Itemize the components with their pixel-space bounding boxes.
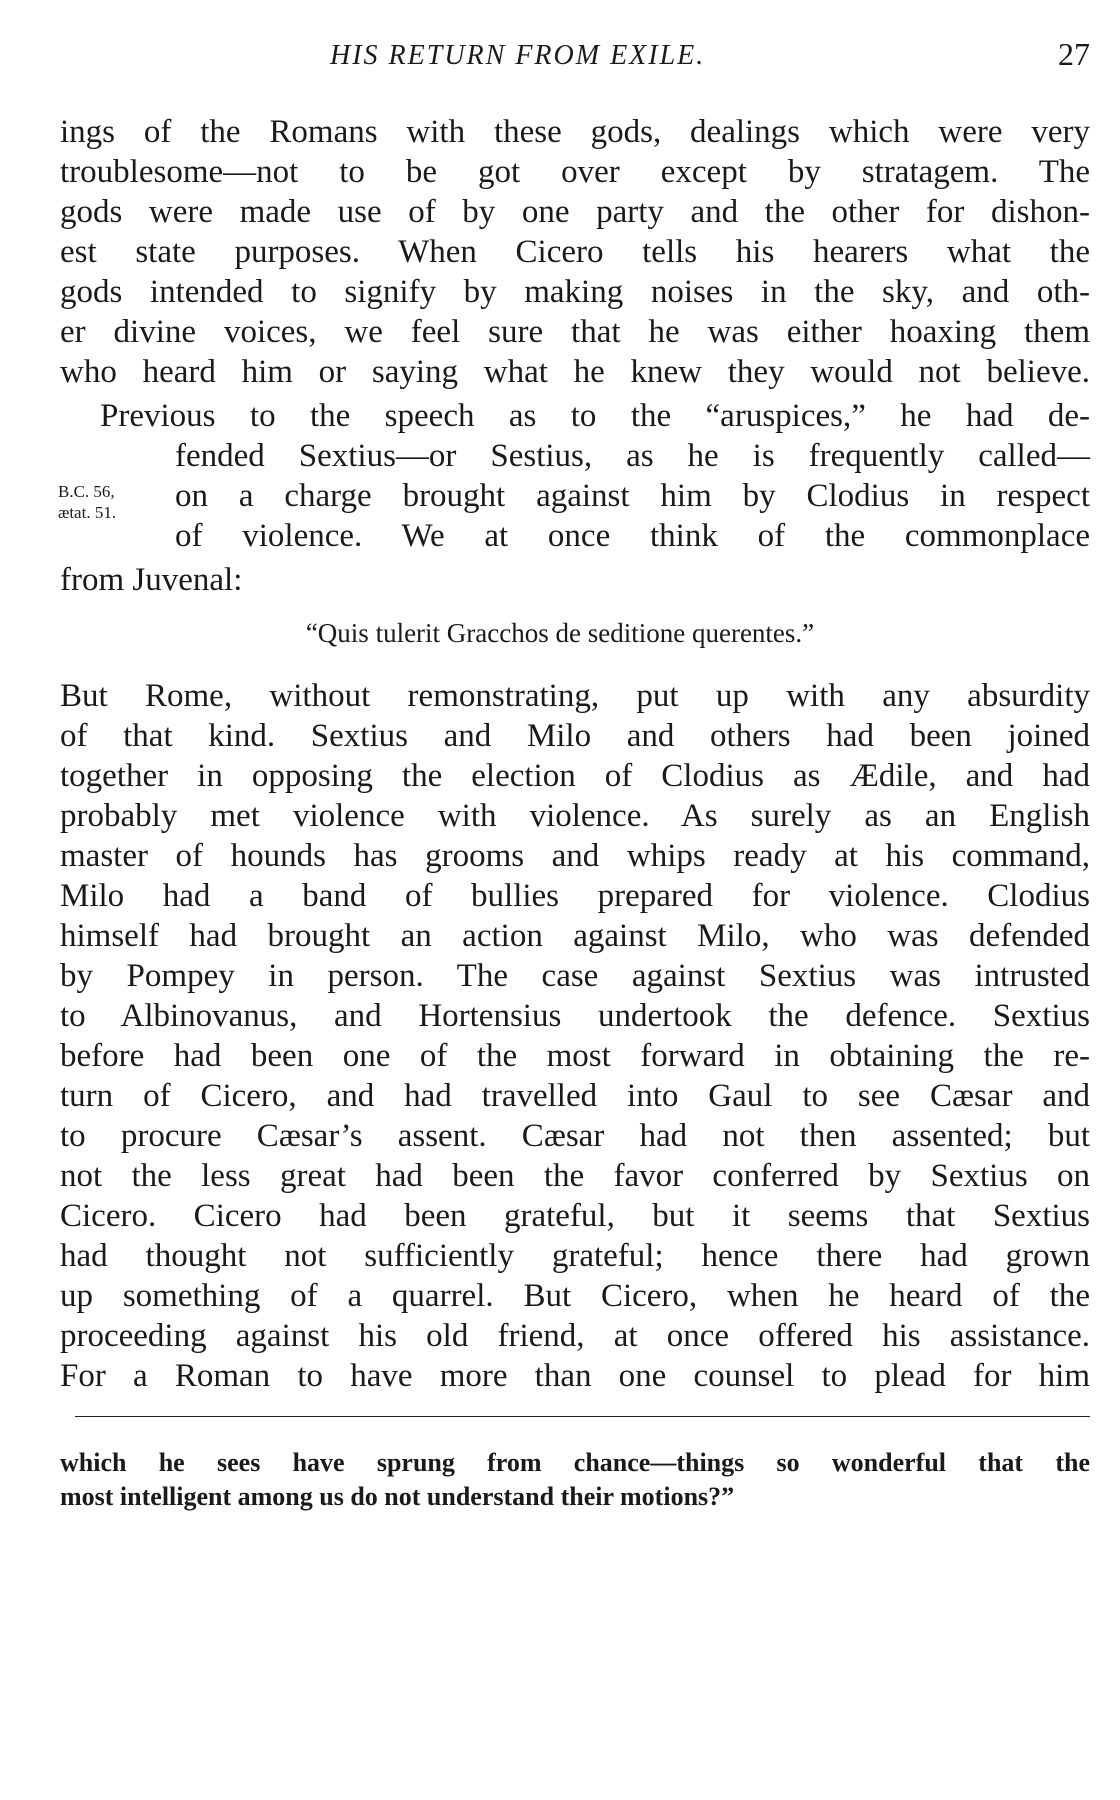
body-line: of violence. We at once think of the commonplace bbox=[175, 518, 1090, 554]
body-line: ings of the Romans with these gods, dealings which were very bbox=[60, 114, 1090, 150]
body-line: who heard him or saying what he knew they would not believe. bbox=[60, 354, 1090, 390]
body-line: proceeding against his old friend, at once offered his assistance. bbox=[60, 1318, 1090, 1354]
body-line: himself had brought an action against Milo, who was defended bbox=[60, 918, 1090, 954]
footnote-line: most intelligent among us do not understand their motions?” bbox=[60, 1482, 735, 1511]
body-line: probably met violence with violence. As surely as an English bbox=[60, 798, 1090, 834]
body-line: by Pompey in person. The case against Sextius was intrusted bbox=[60, 958, 1090, 994]
body-line: fended Sextius—or Sestius, as he is frequently called— bbox=[175, 438, 1090, 474]
body-line: But Rome, without remonstrating, put up with any absurdity bbox=[60, 678, 1090, 714]
body-line: to procure Cæsar’s assent. Cæsar had not then assented; but bbox=[60, 1118, 1090, 1154]
body-line: master of hounds has grooms and whips ready at his command, bbox=[60, 838, 1090, 874]
body-line: gods intended to signify by making noises in the sky, and oth- bbox=[60, 274, 1090, 310]
footnote-rule bbox=[75, 1416, 1090, 1417]
body-line: er divine voices, we feel sure that he was either hoaxing them bbox=[60, 314, 1090, 350]
juvenal-quote: “Quis tulerit Gracchos de seditione querentes.” bbox=[305, 618, 815, 648]
body-line: before had been one of the most forward in obtaining the re- bbox=[60, 1038, 1090, 1074]
footnote-line: which he sees have sprung from chance—things so wonderful that the bbox=[60, 1448, 1090, 1477]
body-line: Previous to the speech as to the “aruspices,” he had de- bbox=[100, 398, 1090, 434]
page-number: 27 bbox=[1058, 36, 1090, 72]
body-line: troublesome—not to be got over except by stratagem. The bbox=[60, 154, 1090, 190]
body-line: had thought not sufficiently grateful; hence there had grown bbox=[60, 1238, 1090, 1274]
body-line: gods were made use of by one party and the other for dishon- bbox=[60, 194, 1090, 230]
page-header bbox=[60, 34, 1090, 84]
body-line: For a Roman to have more than one counsel to plead for him bbox=[60, 1358, 1090, 1394]
margin-note-age: ætat. 51. bbox=[58, 503, 117, 522]
body-line: together in opposing the election of Clodius as Ædile, and had bbox=[60, 758, 1090, 794]
body-line: turn of Cicero, and had travelled into Gaul to see Cæsar and bbox=[60, 1078, 1090, 1114]
body-line: on a charge brought against him by Clodius in respect bbox=[175, 478, 1090, 514]
margin-note-date: B.C. 56, bbox=[58, 482, 115, 501]
body-line: from Juvenal: bbox=[60, 562, 243, 598]
body-line: Cicero. Cicero had been grateful, but it seems that Sextius bbox=[60, 1198, 1090, 1234]
body-line: Milo had a band of bullies prepared for violence. Clodius bbox=[60, 878, 1090, 914]
body-line: not the less great had been the favor conferred by Sextius on bbox=[60, 1158, 1090, 1194]
body-line: est state purposes. When Cicero tells his hearers what the bbox=[60, 234, 1090, 270]
body-line: of that kind. Sextius and Milo and others had been joined bbox=[60, 718, 1090, 754]
running-head: HIS RETURN FROM EXILE. bbox=[330, 40, 706, 71]
body-line: up something of a quarrel. But Cicero, when he heard of the bbox=[60, 1278, 1090, 1314]
body-line: to Albinovanus, and Hortensius undertook the defence. Sextius bbox=[60, 998, 1090, 1034]
